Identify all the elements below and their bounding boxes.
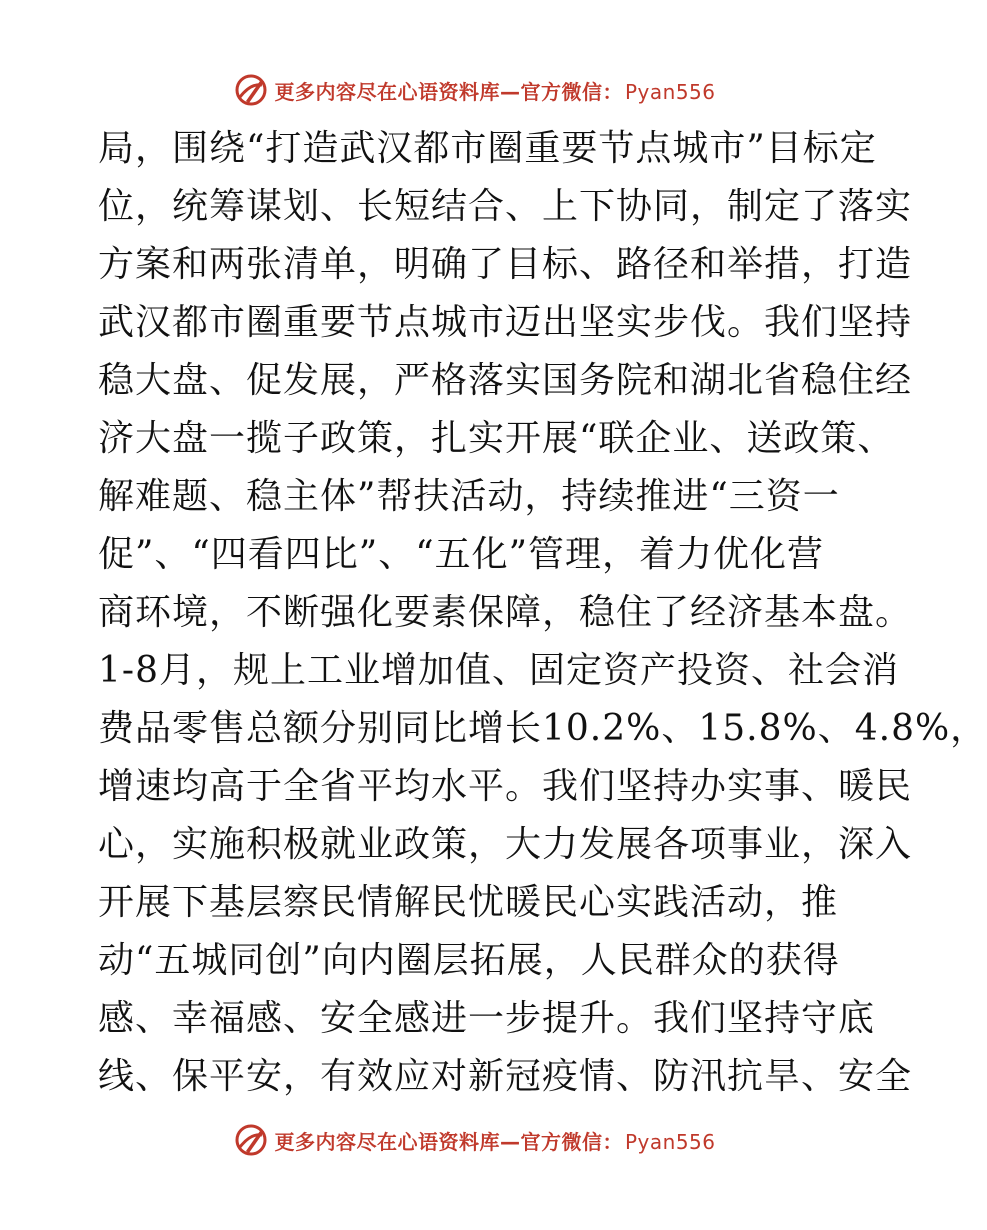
footer-banner [0, 1120, 950, 1160]
pen-logo-icon [234, 1123, 268, 1157]
body-line: 促”、“四看四比”、“五化”管理，着力优化营 [98, 534, 825, 575]
body-line: 方案和两张清单，明确了目标、路径和举措，打造 [98, 244, 913, 285]
body-line: 济大盘一揽子政策，扎实开展“联企业、送政策、 [98, 418, 895, 459]
body-line: 商环境，不断强化要素保障，稳住了经济基本盘。 [98, 592, 913, 633]
body-line: 稳大盘、促发展，严格落实国务院和湖北省稳住经 [98, 360, 913, 401]
body-line: 费品零售总额分别同比增长10.2%、15.8%、4.8%， [98, 708, 987, 749]
body-line: 线、保平安，有效应对新冠疫情、防汛抗旱、安全 [98, 1056, 913, 1097]
body-line: 心，实施积极就业政策，大力发展各项事业，深入 [98, 824, 913, 865]
body-line: 感、幸福感、安全感进一步提升。我们坚持守底 [98, 998, 876, 1039]
body-line: 增速均高于全省平均水平。我们坚持办实事、暖民 [98, 766, 913, 807]
pen-logo-icon [234, 73, 268, 107]
body-line: 武汉都市圈重要节点城市迈出坚实步伐。我们坚持 [98, 302, 913, 343]
header-banner [0, 70, 950, 110]
body-line: 开展下基层察民情解民忧暖民心实践活动，推 [98, 882, 839, 923]
document-body [98, 120, 987, 1106]
body-line: 位，统筹谋划、长短结合、上下协同，制定了落实 [98, 186, 913, 227]
body-line: 解难题、稳主体”帮扶活动，持续推进“三资一 [98, 476, 840, 517]
header-banner-text: 更多内容尽在心语资料库—官方微信： Pyan556 [274, 79, 716, 104]
body-line: 局，围绕“打造武汉都市圈重要节点城市”目标定 [98, 128, 877, 169]
body-line: 1-8月，规上工业增加值、固定资产投资、社会消 [98, 650, 899, 691]
footer-banner-text: 更多内容尽在心语资料库—官方微信： Pyan556 [274, 1129, 716, 1154]
body-line: 动“五城同创”向内圈层拓展，人民群众的获得 [98, 940, 840, 981]
